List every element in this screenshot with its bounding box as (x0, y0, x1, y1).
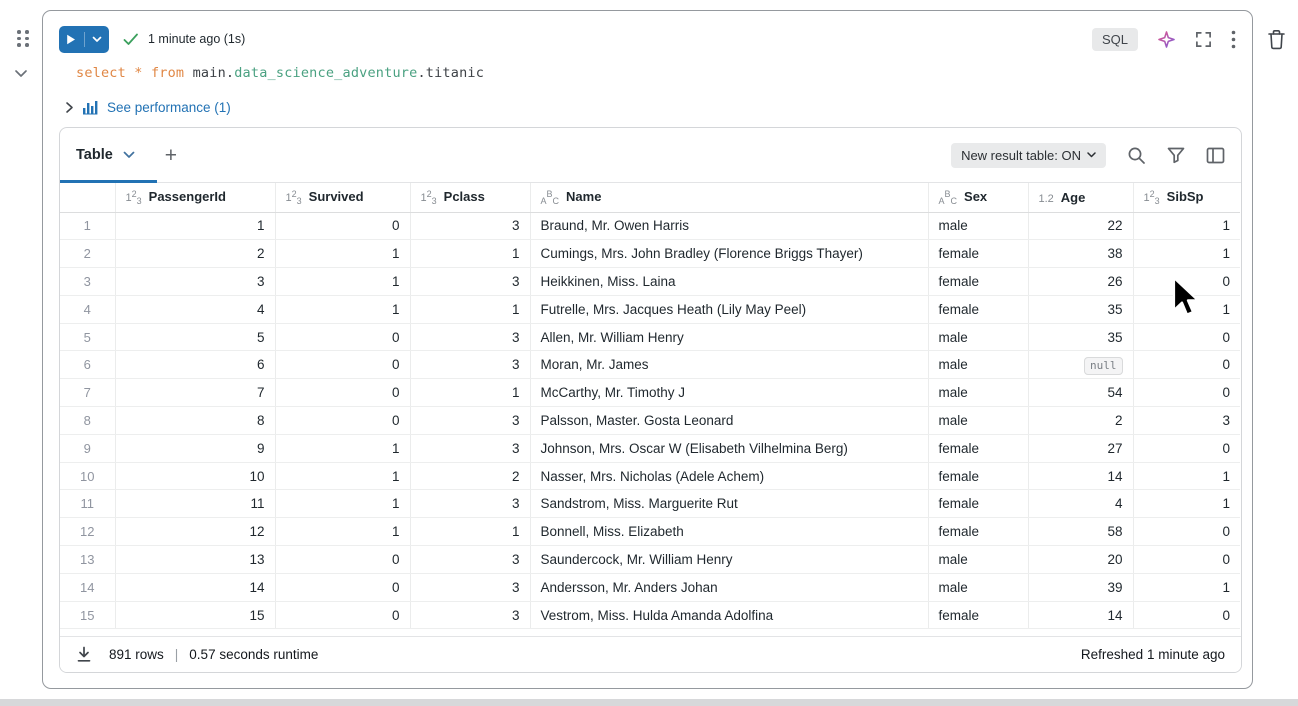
sql-keyword: select (76, 65, 126, 81)
active-tab-underline (60, 180, 157, 183)
table-cell[interactable]: male (928, 573, 1028, 601)
column-header-label: Survived (308, 188, 364, 204)
table-cell[interactable]: 1 (1133, 462, 1240, 490)
column-header-label: SibSp (1166, 188, 1204, 204)
table-cell[interactable]: 2 (115, 240, 275, 268)
table-cell[interactable]: 3 (410, 268, 530, 296)
table-cell[interactable]: 7 (115, 379, 275, 407)
table-cell[interactable]: 0 (1133, 546, 1240, 574)
null-value-badge: null (1084, 357, 1123, 375)
table-cell[interactable]: 0 (1133, 268, 1240, 296)
table-row (60, 212, 1240, 240)
drag-handle-icon[interactable] (17, 30, 29, 47)
last-run-status: 1 minute ago (1s) (148, 32, 246, 46)
table-cell[interactable]: 0 (1133, 379, 1240, 407)
table-cell[interactable]: 35 (1028, 323, 1133, 351)
delete-cell-button[interactable] (1267, 29, 1286, 55)
table-cell[interactable]: 2 (1028, 407, 1133, 435)
table-cell[interactable]: 15 (115, 601, 275, 629)
table-cell[interactable]: 1 (275, 434, 410, 462)
table-cell[interactable]: 1 (1133, 490, 1240, 518)
row-number-cell[interactable]: 3 (60, 268, 115, 296)
notebook-cell (42, 10, 1253, 689)
row-number-cell[interactable]: 4 (60, 295, 115, 323)
run-button[interactable] (59, 26, 109, 53)
table-cell[interactable]: 1 (1133, 240, 1240, 268)
table-cell[interactable]: 22 (1028, 212, 1133, 240)
language-badge[interactable]: SQL (1092, 28, 1138, 51)
table-cell[interactable]: female (928, 295, 1028, 323)
column-type-icon-int: $1^2_3$ (285, 188, 302, 206)
table-cell[interactable]: Andersson, Mr. Anders Johan (530, 573, 928, 601)
table-cell[interactable]: 1 (275, 295, 410, 323)
table-row (60, 351, 1240, 379)
table-cell[interactable]: male (928, 351, 1028, 379)
table-cell[interactable]: McCarthy, Mr. Timothy J (530, 379, 928, 407)
table-cell[interactable]: 12 (115, 518, 275, 546)
table-cell[interactable]: Vestrom, Miss. Hulda Amanda Adolfina (530, 601, 928, 629)
table-cell[interactable]: Bonnell, Miss. Elizabeth (530, 518, 928, 546)
column-header-sibsp[interactable] (1133, 183, 1240, 212)
trash-icon (1267, 29, 1286, 50)
column-type-icon-int: $1^2_3$ (420, 188, 437, 206)
performance-label: See performance (1) (107, 99, 231, 115)
column-header-name[interactable] (530, 183, 928, 212)
table-row (60, 295, 1240, 323)
column-header-label: Age (1060, 189, 1086, 205)
performance-chart-icon (82, 99, 99, 115)
row-number-header (60, 183, 115, 212)
play-icon[interactable] (59, 34, 84, 45)
new-result-table-dropdown[interactable] (951, 143, 1106, 168)
assistant-sparkle-icon[interactable] (1157, 30, 1176, 49)
table-cell[interactable]: 3 (410, 601, 530, 629)
table-cell[interactable]: Cumings, Mrs. John Bradley (Florence Briggs Thayer) (530, 240, 928, 268)
table-cell[interactable]: Braund, Mr. Owen Harris (530, 212, 928, 240)
table-cell[interactable]: 1 (410, 379, 530, 407)
table-cell[interactable]: 10 (115, 462, 275, 490)
run-options-chevron-icon[interactable] (85, 36, 110, 43)
filter-icon[interactable] (1167, 147, 1185, 164)
column-header-passengerid[interactable] (115, 183, 275, 212)
table-cell[interactable]: 1 (1133, 295, 1240, 323)
table-cell[interactable] (1028, 351, 1133, 379)
row-number-cell[interactable]: 7 (60, 379, 115, 407)
table-cell[interactable]: 1 (410, 518, 530, 546)
sql-keyword: from (150, 65, 185, 81)
table-cell[interactable]: 14 (1028, 601, 1133, 629)
table-cell[interactable]: 20 (1028, 546, 1133, 574)
table-cell[interactable]: 0 (1133, 351, 1240, 379)
result-table-body (60, 212, 1240, 629)
table-cell[interactable]: 3 (410, 546, 530, 574)
table-cell[interactable]: Futrelle, Mrs. Jacques Heath (Lily May Peel) (530, 295, 928, 323)
table-row (60, 573, 1240, 601)
table-cell[interactable]: male (928, 407, 1028, 435)
row-number-cell[interactable]: 11 (60, 490, 115, 518)
table-row (60, 546, 1240, 574)
table-cell[interactable]: female (928, 240, 1028, 268)
table-cell[interactable]: 1 (275, 268, 410, 296)
table-cell[interactable]: Sandstrom, Miss. Marguerite Rut (530, 490, 928, 518)
table-cell[interactable]: 0 (275, 573, 410, 601)
table-row (60, 268, 1240, 296)
table-cell[interactable]: 14 (115, 573, 275, 601)
table-cell[interactable]: Nasser, Mrs. Nicholas (Adele Achem) (530, 462, 928, 490)
table-cell[interactable]: 0 (275, 351, 410, 379)
tab-chevron-down-icon (123, 151, 135, 159)
dropdown-chevron-icon (1087, 152, 1096, 158)
column-header-label: Pclass (443, 188, 485, 204)
tab-table[interactable] (76, 147, 135, 163)
row-number-cell[interactable]: 13 (60, 546, 115, 574)
result-table (60, 183, 1240, 629)
collapse-cell-chevron-icon[interactable] (14, 65, 40, 83)
header-row (60, 183, 1240, 212)
table-row (60, 323, 1240, 351)
runtime: 0.57 seconds runtime (189, 647, 319, 662)
table-cell[interactable]: 58 (1028, 518, 1133, 546)
table-cell[interactable]: 0 (1133, 601, 1240, 629)
cell-gutter (12, 30, 40, 83)
table-cell[interactable]: 3 (410, 323, 530, 351)
table-cell[interactable]: 39 (1028, 573, 1133, 601)
table-cell[interactable]: Palsson, Master. Gosta Leonard (530, 407, 928, 435)
table-cell[interactable]: 14 (1028, 462, 1133, 490)
table-cell[interactable]: 0 (1133, 323, 1240, 351)
table-row (60, 434, 1240, 462)
row-number-cell[interactable]: 5 (60, 323, 115, 351)
row-number-cell[interactable]: 9 (60, 434, 115, 462)
table-cell[interactable]: 6 (115, 351, 275, 379)
table-cell[interactable]: 3 (410, 434, 530, 462)
table-cell[interactable]: 0 (275, 379, 410, 407)
table-cell[interactable]: 0 (275, 323, 410, 351)
table-cell[interactable]: male (928, 379, 1028, 407)
column-header-pclass[interactable] (410, 183, 530, 212)
sql-dot: . (225, 65, 235, 81)
table-cell[interactable]: 9 (115, 434, 275, 462)
row-number-cell[interactable]: 15 (60, 601, 115, 629)
column-header-sex[interactable] (928, 183, 1028, 212)
table-cell[interactable]: 0 (275, 407, 410, 435)
table-cell[interactable]: female (928, 268, 1028, 296)
table-cell[interactable]: 3 (115, 268, 275, 296)
table-cell[interactable]: Heikkinen, Miss. Laina (530, 268, 928, 296)
sql-schema: data_science_adventure (234, 65, 418, 81)
table-cell[interactable]: female (928, 434, 1028, 462)
table-cell[interactable]: 26 (1028, 268, 1133, 296)
success-check-icon (123, 33, 139, 46)
table-cell[interactable]: Allen, Mr. William Henry (530, 323, 928, 351)
table-cell[interactable]: female (928, 601, 1028, 629)
table-row (60, 240, 1240, 268)
sql-editor[interactable] (76, 65, 484, 81)
table-cell[interactable]: 4 (115, 295, 275, 323)
table-cell[interactable]: 0 (275, 601, 410, 629)
table-cell[interactable]: Moran, Mr. James (530, 351, 928, 379)
table-row (60, 518, 1240, 546)
search-icon[interactable] (1127, 146, 1146, 165)
table-row (60, 407, 1240, 435)
results-toolbar-right (951, 143, 1225, 168)
column-type-icon-string: $_A^B_C$ (938, 188, 958, 206)
table-cell[interactable]: 11 (115, 490, 275, 518)
table-cell[interactable]: male (928, 212, 1028, 240)
result-table-container (60, 183, 1241, 629)
row-number-cell[interactable]: 2 (60, 240, 115, 268)
table-cell[interactable]: 1 (410, 240, 530, 268)
table-row (60, 379, 1240, 407)
table-cell[interactable]: 0 (1133, 434, 1240, 462)
refreshed-status: Refreshed 1 minute ago (1080, 647, 1225, 662)
cell-toolbar-right (1092, 28, 1236, 51)
kebab-menu-icon[interactable] (1231, 30, 1236, 49)
row-number-cell[interactable]: 1 (60, 212, 115, 240)
row-number-cell[interactable]: 12 (60, 518, 115, 546)
cell-toolbar (59, 25, 1236, 53)
tab-table-label: Table (76, 147, 113, 163)
table-cell[interactable]: 3 (410, 212, 530, 240)
table-cell[interactable]: 1 (275, 462, 410, 490)
table-cell[interactable]: 2 (410, 462, 530, 490)
results-footer (60, 636, 1241, 672)
column-header-label: PassengerId (148, 188, 226, 204)
column-type-icon-int: $1^2_3$ (1143, 188, 1160, 206)
table-cell[interactable]: 8 (115, 407, 275, 435)
table-row (60, 490, 1240, 518)
table-cell[interactable]: 35 (1028, 295, 1133, 323)
column-header-age[interactable] (1028, 183, 1133, 212)
column-type-icon-string: $_A^B_C$ (540, 188, 560, 206)
table-cell[interactable]: 3 (410, 351, 530, 379)
table-cell[interactable]: 1 (275, 490, 410, 518)
table-cell[interactable]: 4 (1028, 490, 1133, 518)
table-cell[interactable]: 1 (410, 295, 530, 323)
chevron-right-icon (65, 101, 74, 114)
table-cell[interactable]: 3 (410, 407, 530, 435)
download-icon[interactable] (76, 646, 92, 663)
table-cell[interactable]: female (928, 462, 1028, 490)
table-cell[interactable]: female (928, 490, 1028, 518)
table-cell[interactable]: 1 (275, 518, 410, 546)
sql-star: * (134, 65, 143, 81)
table-cell[interactable]: 0 (275, 212, 410, 240)
table-row (60, 462, 1240, 490)
table-cell[interactable]: 27 (1028, 434, 1133, 462)
results-panel (59, 127, 1242, 673)
table-cell[interactable]: 13 (115, 546, 275, 574)
table-cell[interactable]: 3 (410, 573, 530, 601)
table-cell[interactable]: 38 (1028, 240, 1133, 268)
table-cell[interactable]: Saundercock, Mr. William Henry (530, 546, 928, 574)
table-cell[interactable]: 0 (1133, 518, 1240, 546)
table-cell[interactable]: 1 (115, 212, 275, 240)
results-tabbar (60, 128, 1241, 183)
see-performance-toggle[interactable] (65, 99, 231, 115)
table-cell[interactable]: 54 (1028, 379, 1133, 407)
row-count: 891 rows (109, 647, 164, 662)
sql-table: titanic (425, 65, 485, 81)
table-cell[interactable]: 1 (275, 240, 410, 268)
footer-separator: | (174, 647, 179, 662)
bottom-strip (0, 699, 1298, 706)
column-header-label: Name (566, 188, 602, 204)
column-type-icon-float: 1.2 (1038, 192, 1054, 205)
table-cell[interactable]: 5 (115, 323, 275, 351)
sql-dot: . (417, 65, 426, 81)
row-number-cell[interactable]: 14 (60, 573, 115, 601)
table-cell[interactable]: Johnson, Mrs. Oscar W (Elisabeth Vilhelmina Berg) (530, 434, 928, 462)
table-cell[interactable]: male (928, 323, 1028, 351)
column-header-label: Sex (964, 188, 988, 204)
table-cell[interactable]: female (928, 518, 1028, 546)
new-result-table-label: New result table: ON (961, 147, 1081, 163)
add-visualization-button[interactable]: + (164, 143, 178, 167)
table-cell[interactable]: 3 (410, 490, 530, 518)
table-cell[interactable]: 3 (1133, 407, 1240, 435)
expand-fullscreen-icon[interactable] (1195, 31, 1212, 48)
result-table-header (60, 183, 1240, 212)
row-number-cell[interactable]: 10 (60, 462, 115, 490)
column-header-survived[interactable] (275, 183, 410, 212)
table-cell[interactable]: 1 (1133, 212, 1240, 240)
table-cell[interactable]: 0 (275, 546, 410, 574)
row-number-cell[interactable]: 6 (60, 351, 115, 379)
row-number-cell[interactable]: 8 (60, 407, 115, 435)
side-panel-icon[interactable] (1206, 147, 1225, 164)
table-cell[interactable]: 1 (1133, 573, 1240, 601)
column-type-icon-int: $1^2_3$ (125, 188, 142, 206)
table-cell[interactable]: male (928, 546, 1028, 574)
sql-catalog: main (192, 65, 226, 81)
table-row (60, 601, 1240, 629)
